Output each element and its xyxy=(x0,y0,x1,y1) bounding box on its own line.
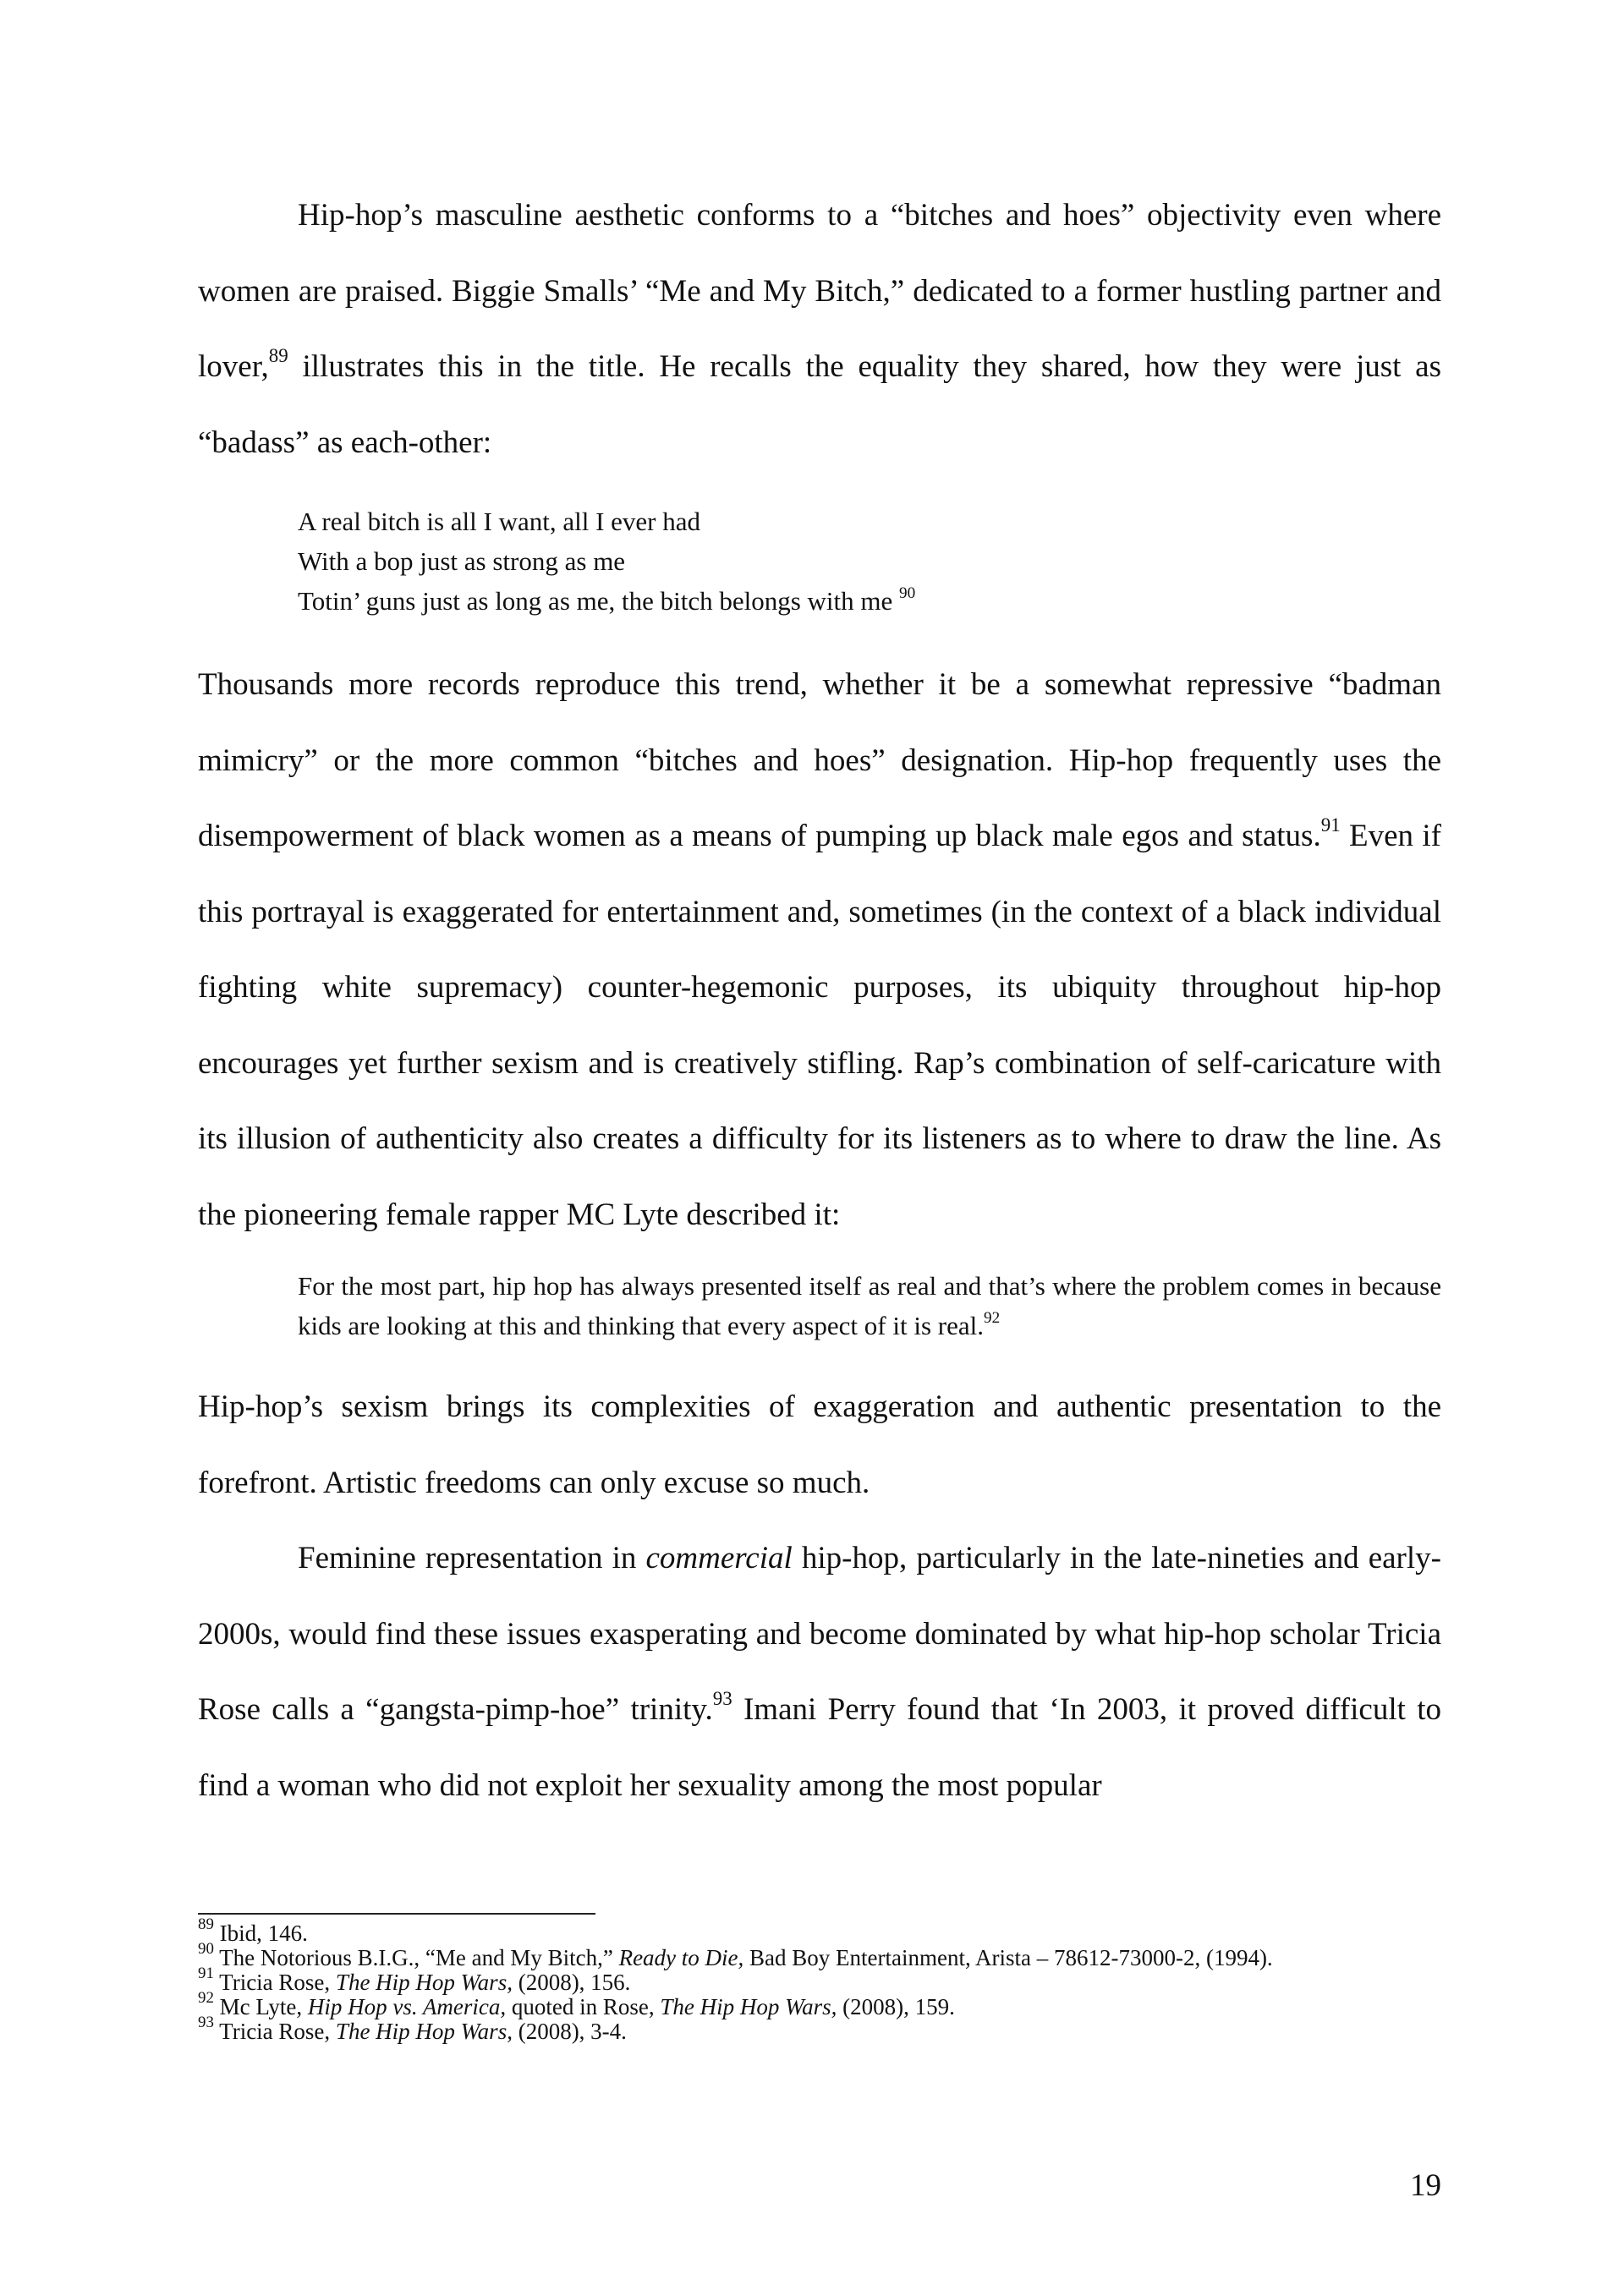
footnote-italic-title: The Hip Hop Wars, xyxy=(660,1994,837,2019)
footnote-91 xyxy=(198,1964,1441,1995)
mc-lyte-block-quote xyxy=(298,1266,1441,1345)
lyric-block-quote xyxy=(298,501,1441,621)
footnotes xyxy=(198,1915,1441,2044)
paragraph-4-text-b: hip-hop, particularly in the late-nineties and early-2000s, would find these issues exasperating and become dominated by what hip-hop scholar Tricia Rose calls a “gangsta-pimp-hoe” trinity. xyxy=(198,1541,1441,1727)
footnote-89 xyxy=(198,1915,1441,1946)
footnote-text: (2008), 3-4. xyxy=(512,2019,627,2044)
paragraph-4-text-a: Feminine representation in xyxy=(298,1541,646,1575)
paragraph-1-text-b: illustrates this in the title. He recalls the equality they shared, how they were just as “badass” as each-other: xyxy=(198,349,1441,460)
footnote-number: 93 xyxy=(198,2013,214,2031)
footnote-italic-title: Ready to Die, xyxy=(618,1945,744,1970)
footnote-ref-93: 93 xyxy=(712,1687,732,1709)
footnote-number: 92 xyxy=(198,1988,214,2007)
footnote-italic-title: The Hip Hop Wars, xyxy=(335,1970,513,1995)
lyric-line-1: A real bitch is all I want, all I ever had xyxy=(298,507,701,536)
paragraph-2 xyxy=(198,647,1441,1252)
footnote-text: Mc Lyte, xyxy=(213,1994,308,2019)
footnote-number: 90 xyxy=(198,1939,214,1958)
paragraph-2-text-a: Thousands more records reproduce this trend, whether it be a somewhat repressive “badman mimicry” or the more common “bitches and hoes” designation. Hip-hop frequently uses the disempowerment of black women as a means of pumping up black male egos and status. xyxy=(198,667,1441,853)
footnote-text: Tricia Rose, xyxy=(213,2019,336,2044)
footnote-text: The Notorious B.I.G., “Me and My Bitch,” xyxy=(213,1945,619,1970)
lyric-line-3-text: Totin’ guns just as long as me, the bitch belongs with me xyxy=(298,586,893,616)
footnote-number: 91 xyxy=(198,1964,214,1982)
footnote-text: (2008), 159. xyxy=(837,1994,955,2019)
page-number: 19 xyxy=(1410,2168,1441,2203)
footnote-text: Tricia Rose, xyxy=(213,1970,336,1995)
paragraph-1-text-a: Hip-hop’s masculine aesthetic conforms to a “bitches and hoes” objectivity even where women are praised. Biggie Smalls’ “Me and My Bitch,” dedicated to a former hustling partner and lover, xyxy=(198,198,1441,384)
footnote-92 xyxy=(198,1988,1441,2019)
footnote-ref-92: 92 xyxy=(983,1308,1001,1327)
footnote-italic-title: Hip Hop vs. America, xyxy=(307,1994,507,2019)
footnote-text: quoted in Rose, xyxy=(506,1994,661,2019)
lyric-line-3 xyxy=(298,581,1441,621)
footnote-text: Bad Boy Entertainment, Arista – 78612-73000-2, (1994). xyxy=(743,1945,1273,1970)
paragraph-2-text-b: Even if this portrayal is exaggerated for entertainment and, sometimes (in the context of a black individual fighting white supremacy) counter-hegemonic purposes, its ubiquity throughout hip-hop encourages yet further sexism and is creatively stifling. Rap’s combination of self-caricature with its illusion of authenticity also creates a difficulty for its listeners as to where to draw the line. As the pioneering female rapper MC Lyte described it: xyxy=(198,819,1442,1232)
footnote-ref-90: 90 xyxy=(899,584,916,602)
footnote-number: 89 xyxy=(198,1915,214,1933)
paragraph-4-text-c: Imani Perry found that ‘In 2003, it proved difficult to find a woman who did not exploit her sexuality among the most popular xyxy=(198,1692,1441,1803)
footnote-separator xyxy=(198,1913,595,1915)
paragraph-3-text: Hip-hop’s sexism brings its complexities of exaggeration and authentic presentation to the forefront. Artistic freedoms can only excuse so much. xyxy=(198,1389,1441,1500)
footnote-93 xyxy=(198,2013,1441,2044)
footnote-text: (2008), 156. xyxy=(512,1970,631,1995)
paragraph-4 xyxy=(198,1521,1441,1823)
footnote-italic-title: The Hip Hop Wars, xyxy=(335,2019,513,2044)
footnote-ref-89: 89 xyxy=(268,344,288,366)
footnote-90 xyxy=(198,1939,1441,1970)
paragraph-4-emphasis: commercial xyxy=(645,1541,793,1575)
paragraph-1 xyxy=(198,178,1441,480)
lyric-line-2: With a bop just as strong as me xyxy=(298,546,626,576)
paragraph-3 xyxy=(198,1369,1441,1521)
footnote-text: Ibid, 146. xyxy=(213,1921,308,1946)
footnote-ref-91: 91 xyxy=(1320,814,1341,836)
mc-lyte-quote-text: For the most part, hip hop has always presented itself as real and that’s where the problem comes in because kids are looking at this and thinking that every aspect of it is real. xyxy=(298,1271,1441,1340)
